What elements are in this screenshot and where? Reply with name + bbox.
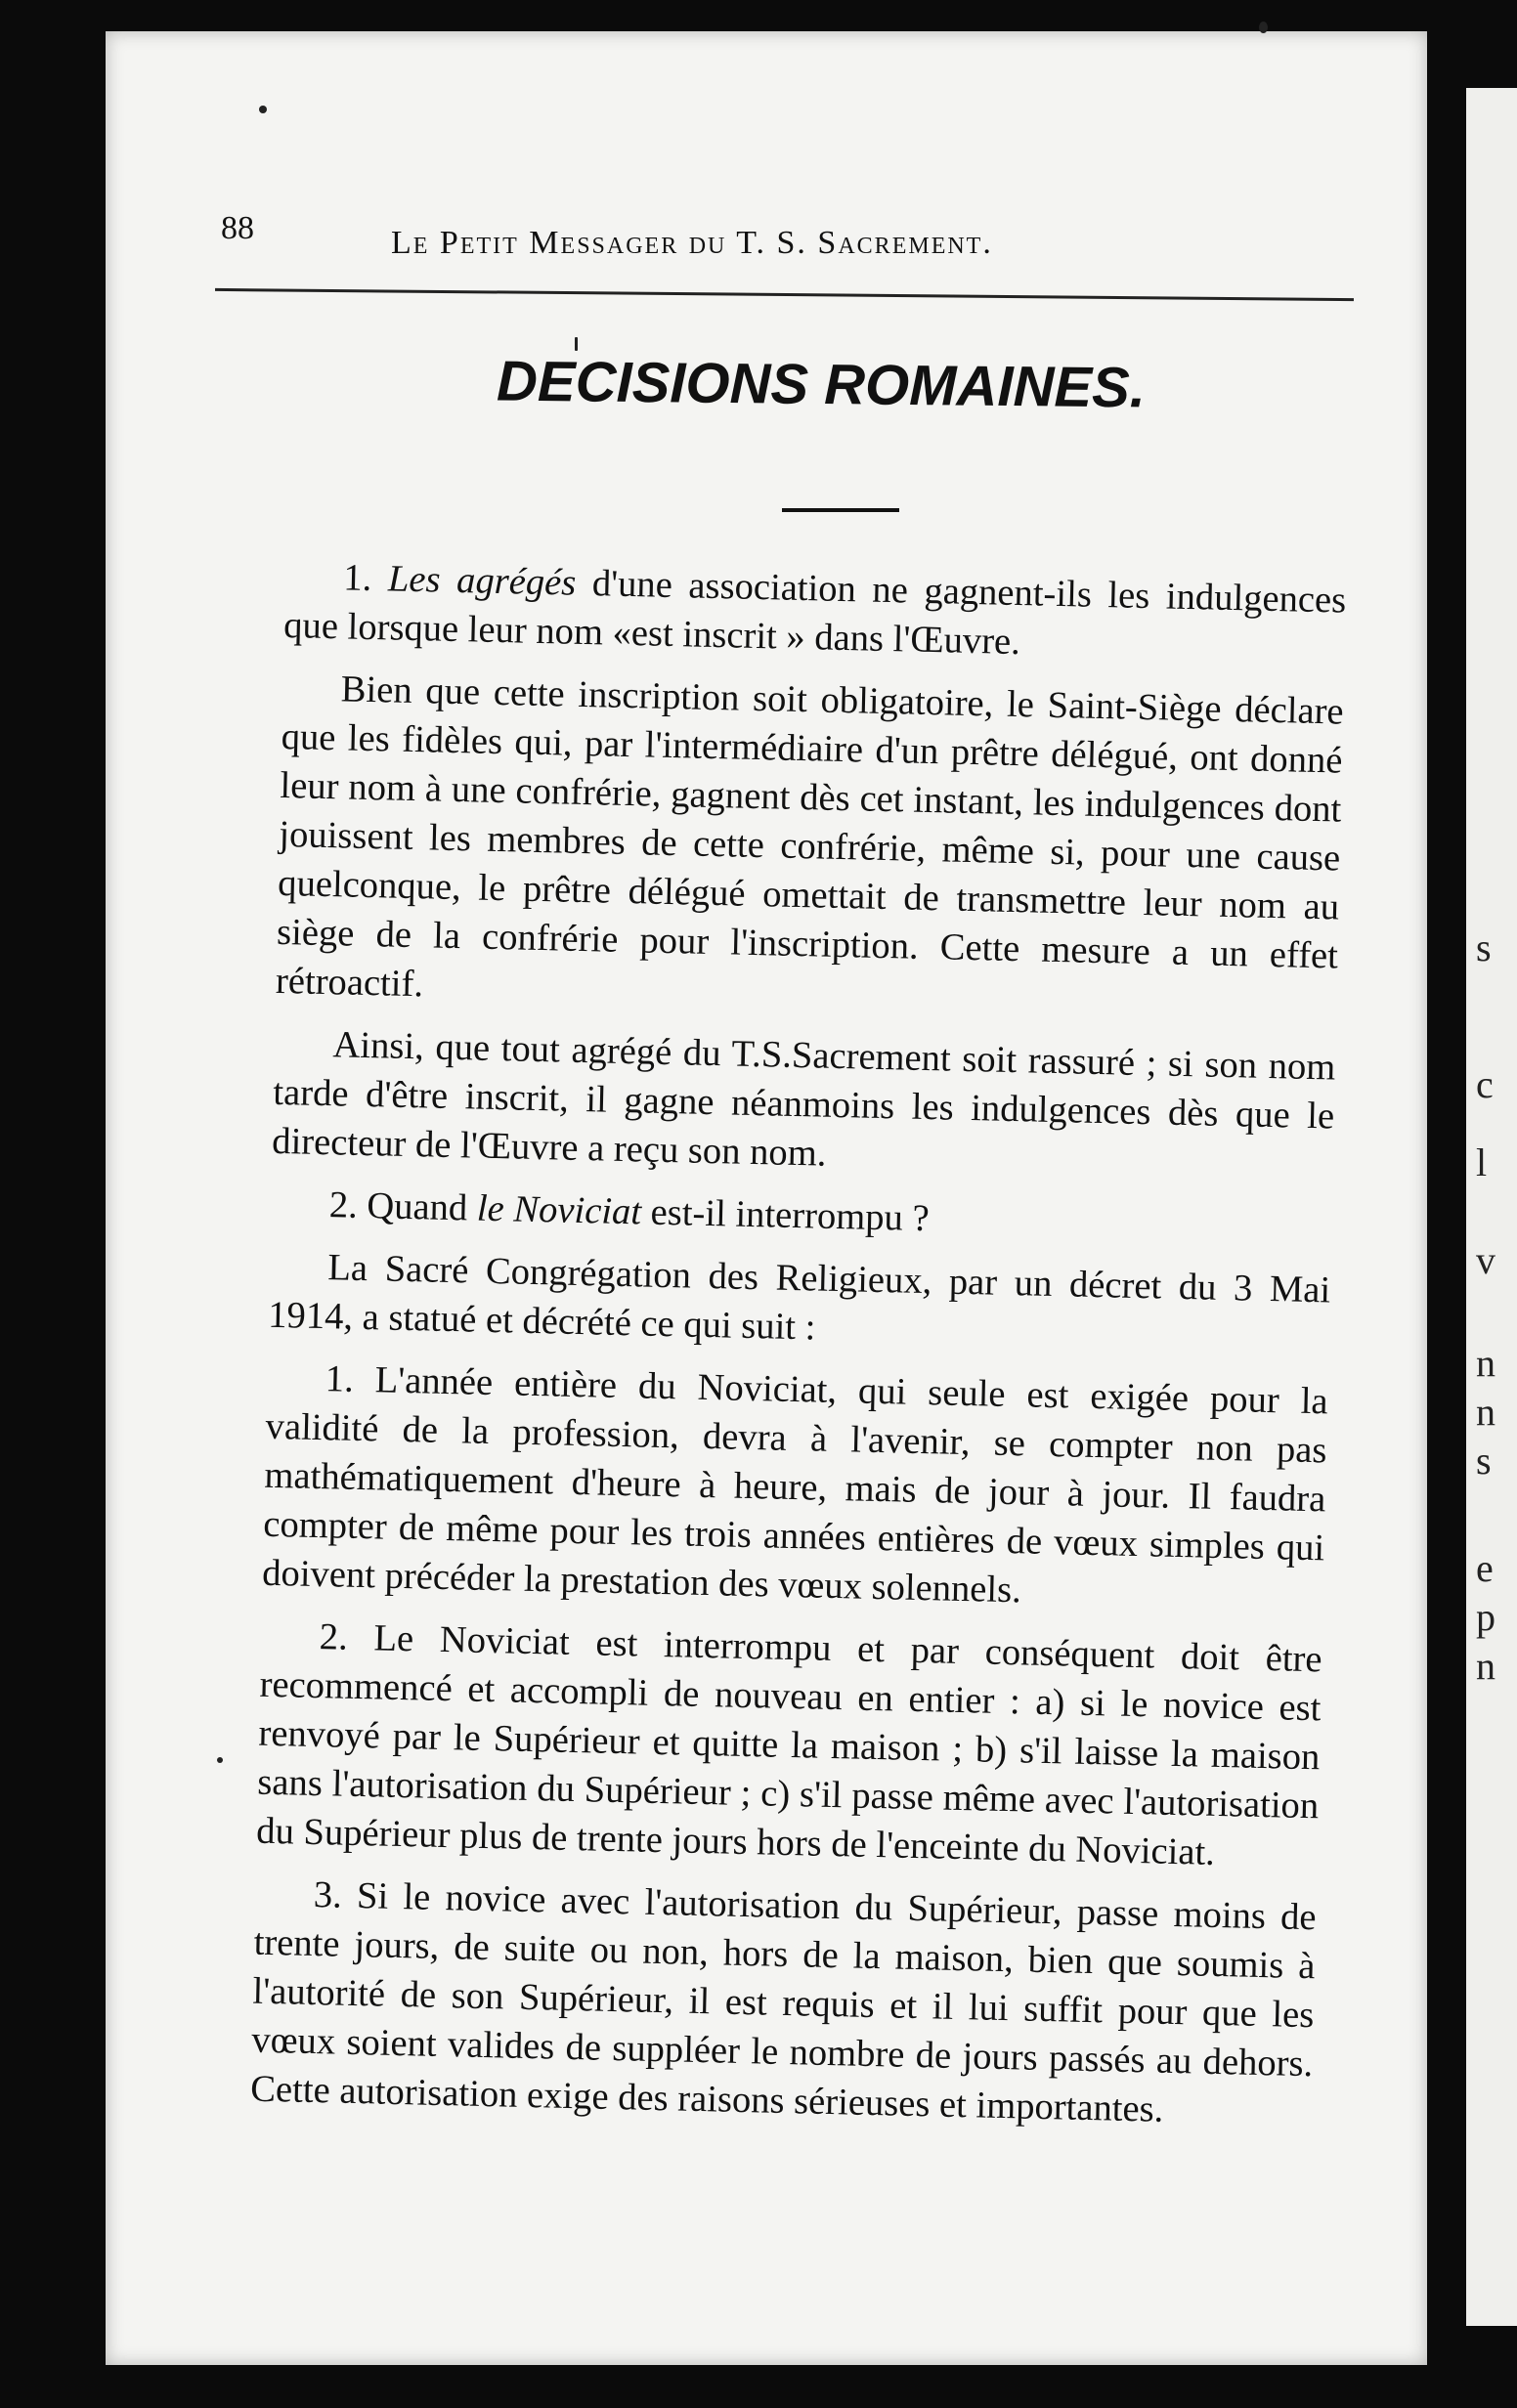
paragraph: Bien que cette inscription soit obligatoire, le Saint-Siège déclare que les fidèles qui, par l'intermédiaire d'un prêtre délégué, ont donné leur nom à une confrérie, gagnent dès cet instant, les indulgences dont jouissent les membres de cette confrérie, même si, pour une cause quelconque, le prêtre délégué omettait de transmettre leur nom au siège de la confrérie pour l'inscription. Cette mesure a un effet rétroactif. [275, 668, 1345, 1006]
italic-term: le Noviciat [476, 1187, 642, 1233]
question-text: d'une association ne gagnent-ils les indulgences que lorsque leur nom «est inscrit » dans l'Œuvre. [282, 562, 1347, 664]
question-number: 1. [342, 557, 372, 600]
facing-page-edge [1466, 88, 1517, 2326]
article-body [249, 552, 1346, 2151]
facing-page-fragment: s [1476, 925, 1492, 969]
italic-term: Les agrégés [387, 558, 577, 604]
question-text: est-il interrompu ? [640, 1191, 931, 1240]
facing-page-fragment: v [1476, 1238, 1495, 1282]
page-number: 88 [221, 210, 254, 246]
paragraph: 1. L'année entière du Noviciat, qui seule est exigée pour la validité de la profession, devra à l'avenir, se compter non pas mathématiquement d'heure à heure, mais de jour à jour. Il faudra compter de même pour les trois années entières de vœux simples qui doivent précéder la prestation des vœux solennels. [261, 1358, 1329, 1612]
facing-page-fragment: p [1476, 1595, 1495, 1639]
facing-page-fragment: n [1476, 1390, 1495, 1434]
dust-speck [1259, 22, 1268, 33]
facing-page-fragment: n [1476, 1644, 1495, 1688]
dust-speck [217, 1757, 223, 1763]
section-title: DECISIONS ROMAINES. [496, 349, 1147, 420]
question-number: 2. Quand [328, 1184, 468, 1229]
facing-page-fragment: e [1476, 1546, 1494, 1590]
facing-page-fragment: l [1476, 1140, 1488, 1184]
dust-speck [259, 106, 267, 113]
paragraph: Ainsi, que tout agrégé du T.S.Sacrement soit rassuré ; si son nom tarde d'être inscrit, il gagne néanmoins les indulgences dès que le directeur de l'Œuvre a reçu son nom. [271, 1024, 1336, 1175]
facing-page-fragment: n [1476, 1341, 1495, 1385]
running-head: Le Petit Messager du T. S. Sacrement. [391, 225, 993, 261]
paragraph: La Sacré Congrégation des Religieux, par un décret du 3 Mai 1914, a statué et décrété ce qui suit : [267, 1247, 1331, 1349]
question-2 [270, 1180, 1332, 1253]
paragraph: 2. Le Noviciat est interrompu et par conséquent doit être recommencé et accompli de nouveau en entier : a) si le novice est renvoyé par le Supérieur et quitte la maison ; b) s'il laisse la maison sans l'autorisation du Supérieur ; c) s'il passe même avec l'autorisation du Supérieur plus de trente jours hors de l'enceinte du Noviciat. [255, 1616, 1323, 1873]
title-rule [782, 508, 899, 512]
facing-page-fragment: c [1476, 1062, 1494, 1106]
facing-page-fragment: s [1476, 1439, 1492, 1483]
paragraph: 3. Si le novice avec l'autorisation du Supérieur, passe moins de trente jours, de suite ou non, hors de la maison, bien que soumis à l'autorité de son Supérieur, il est requis et il lui suffit pour que les vœux soient valides de suppléer le nombre de jours passés au dehors. Cette autorisation exige des raisons sérieuses et importantes. [249, 1874, 1318, 2130]
